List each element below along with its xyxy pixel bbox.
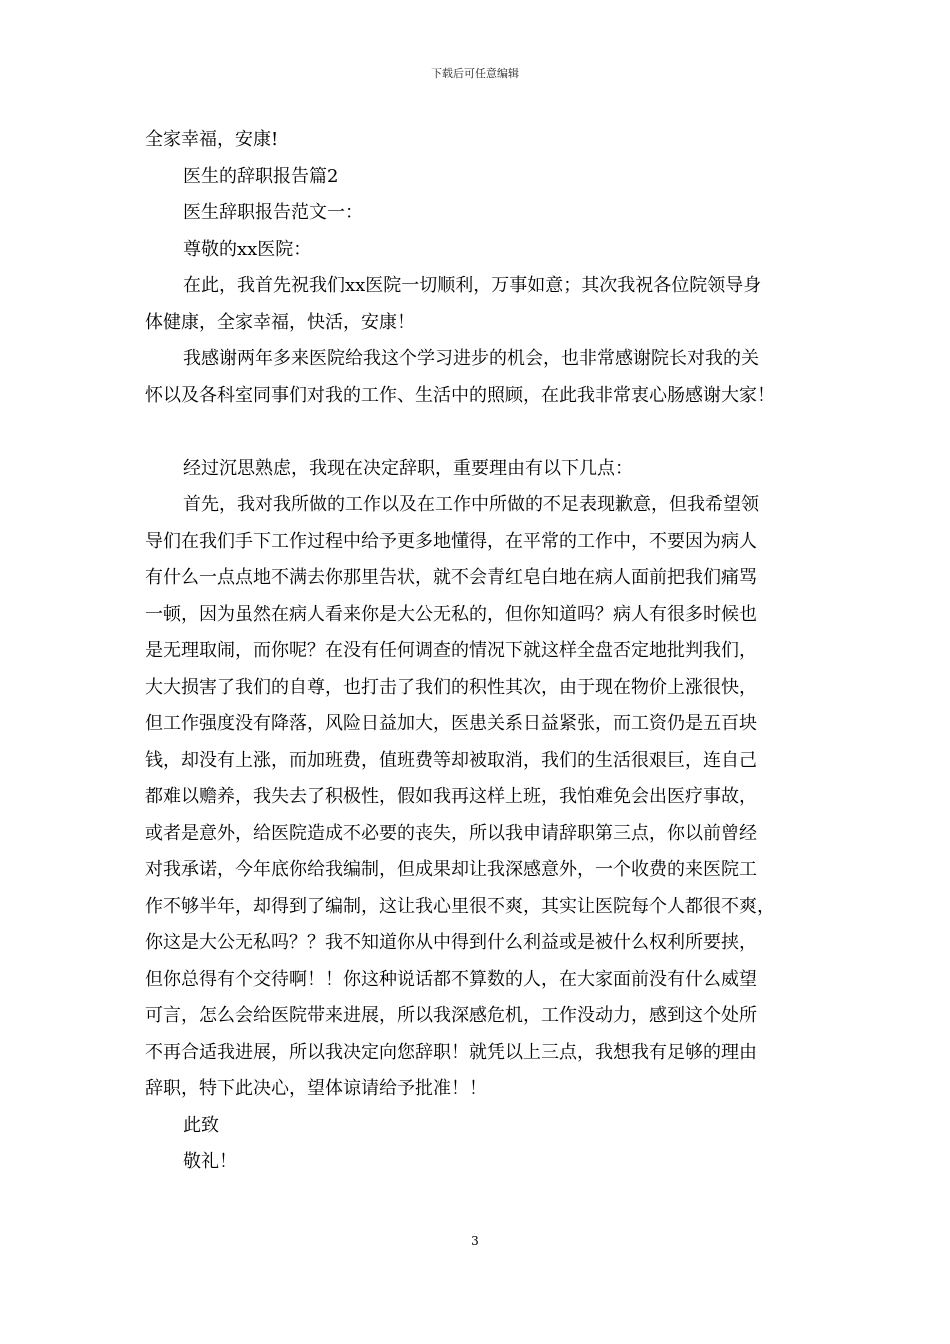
paragraph-line: 你这是大公无私吗？？我不知道你从中得到什么利益或是被什么权利所要挟， — [145, 932, 757, 953]
paragraph-line: 作不够半年，却得到了编制，这让我心里很不爽，其实让医院每个人都很不爽， — [145, 895, 775, 917]
paragraph-line: 经过沉思熟虑，我现在决定辞职，重要理由有以下几点： — [183, 457, 633, 479]
paragraph-line: 我感谢两年多来医院给我这个学习进步的机会，也非常感谢院长对我的关 — [183, 348, 759, 369]
paragraph-line: 但你总得有个交待啊！！你这种说话都不算数的人，在大家面前没有什么威望 — [145, 968, 757, 990]
paragraph-line: 怀以及各科室同事们对我的工作、生活中的照顾，在此我非常衷心肠感谢大家！ — [145, 384, 775, 406]
paragraph-line: 体健康，全家幸福，快活，安康！ — [145, 311, 415, 333]
paragraph-line: 导们在我们手下工作过程中给予更多地懂得，在平常的工作中，不要因为病人 — [145, 530, 757, 552]
paragraph-line: 对我承诺，今年底你给我编制，但成果却让我深感意外，一个收费的来医院工 — [145, 859, 757, 880]
paragraph-line: 有什么一点点地不满去你那里告状，就不会青红皂白地在病人面前把我们痛骂 — [145, 567, 757, 588]
paragraph-line: 都难以赡养，我失去了积极性，假如我再这样上班，我怕难免会出医疗事故， — [145, 786, 757, 807]
sample-title: 医生辞职报告范文一： — [183, 202, 363, 223]
paragraph-line: 但工作强度没有降落，风险日益加大，医患关系日益紧张，而工资仍是五百块 — [145, 713, 757, 734]
page-header: 下载后可任意编辑 — [431, 67, 519, 80]
paragraph-line: 钱，却没有上涨，而加班费，值班费等却被取消，我们的生活很艰巨，连自己 — [145, 749, 757, 771]
paragraph-line: 一顿，因为虽然在病人看来你是大公无私的，但你知道吗？病人有很多时候也 — [145, 603, 757, 625]
document-body — [145, 122, 810, 1181]
paragraph-line: 在此，我首先祝我们xx医院一切顺利，万事如意；其次我祝各位院领导身 — [183, 275, 762, 296]
paragraph-line: 或者是意外，给医院造成不必要的丧失，所以我申请辞职第三点，你以前曾经 — [145, 822, 757, 844]
paragraph-line: 是无理取闹，而你呢？在没有任何调查的情况下就这样全盘否定地批判我们， — [145, 640, 757, 661]
paragraph-line: 首先，我对我所做的工作以及在工作中所做的不足表现歉意，但我希望领 — [183, 494, 759, 515]
closing-salute: 敬礼！ — [183, 1151, 237, 1172]
page-number: 3 — [471, 1234, 479, 1248]
closing-wish-line: 全家幸福，安康! — [145, 129, 279, 150]
paragraph-line: 辞职，特下此决心，望体谅请给予批准！！ — [145, 1078, 487, 1099]
blank-line — [145, 414, 810, 451]
paragraph-line: 不再合适我进展，所以我决定向您辞职！就凭以上三点，我想我有足够的理由 — [145, 1041, 757, 1063]
closing-line: 此致 — [183, 1114, 219, 1136]
section-title: 医生的辞职报告篇2 — [183, 165, 339, 187]
salutation: 尊敬的xx医院： — [183, 238, 312, 260]
paragraph-line: 可言，怎么会给医院带来进展，所以我深感危机，工作没动力，感到这个处所 — [145, 1005, 757, 1026]
paragraph-line: 大大损害了我们的自尊，也打击了我们的积性其次，由于现在物价上涨很快， — [145, 676, 757, 698]
